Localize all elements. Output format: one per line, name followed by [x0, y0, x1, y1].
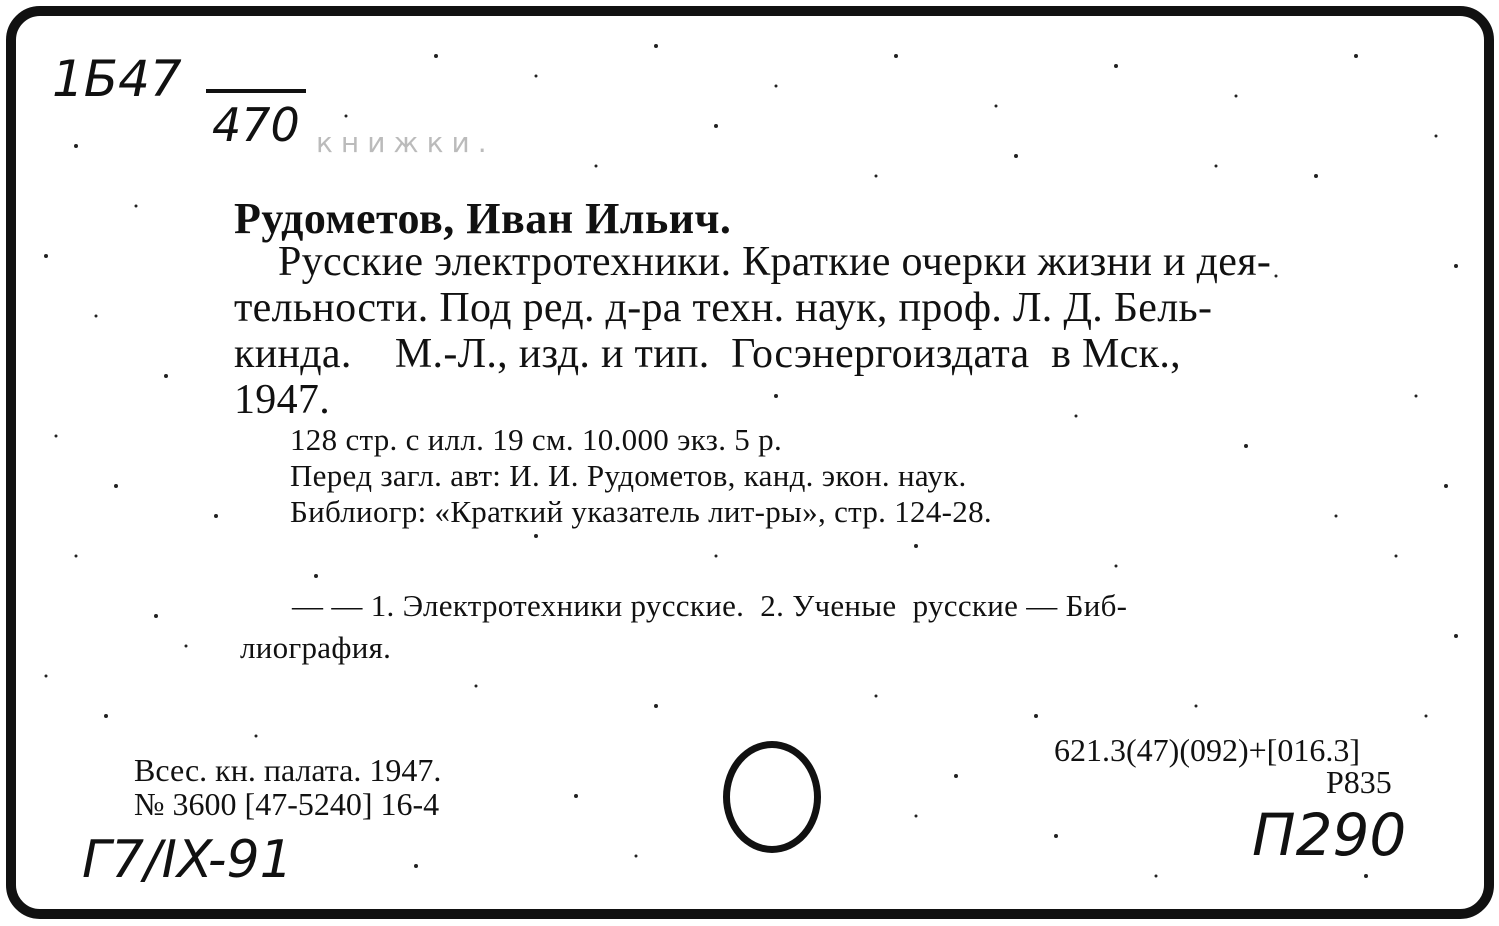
fraction-line: [206, 89, 306, 93]
title-line-4: 1947.: [234, 377, 330, 423]
punch-hole: [723, 741, 821, 853]
author-mark: Р835: [1326, 764, 1392, 800]
bibliography-note: Библиогр: «Краткий указатель лит-ры», стр. 124-28.: [290, 494, 992, 529]
faint-background-text: книжки.: [316, 126, 495, 159]
title-line-1: Русские электротехники. Краткие очерки жизни и дея-: [278, 239, 1272, 285]
author-note: Перед загл. авт: И. И. Рудометов, канд. экон. наук.: [290, 458, 967, 493]
book-chamber-line-1: Всес. кн. палата. 1947.: [134, 752, 442, 788]
title-line-3: кинда. М.-Л., изд. и тип. Госэнергоиздата в Мск.,: [234, 331, 1181, 377]
author-heading: Рудометов, Иван Ильич.: [234, 194, 732, 243]
book-chamber-line-2: № 3600 [47-5240] 16-4: [134, 786, 440, 822]
handwritten-date: Г7/IX-91: [82, 830, 293, 890]
collation-note: 128 стр. с илл. 19 см. 10.000 экз. 5 р.: [290, 422, 783, 457]
subject-headings-line-1: — — 1. Электротехники русские. 2. Ученые русские — Биб-: [292, 588, 1128, 623]
classification-code: 621.3(47)(092)+[016.3]: [1054, 732, 1360, 768]
subject-headings-line-2: лиография.: [240, 630, 392, 665]
handwritten-shelf-number: П290: [1252, 801, 1407, 869]
shelf-mark-number: 1Б47: [52, 50, 182, 108]
title-line-2: тельности. Под ред. д-ра техн. наук, проф. Л. Д. Бель-: [234, 285, 1213, 331]
catalog-card: [6, 6, 1494, 919]
shelf-mark-denominator: 470: [212, 98, 300, 152]
